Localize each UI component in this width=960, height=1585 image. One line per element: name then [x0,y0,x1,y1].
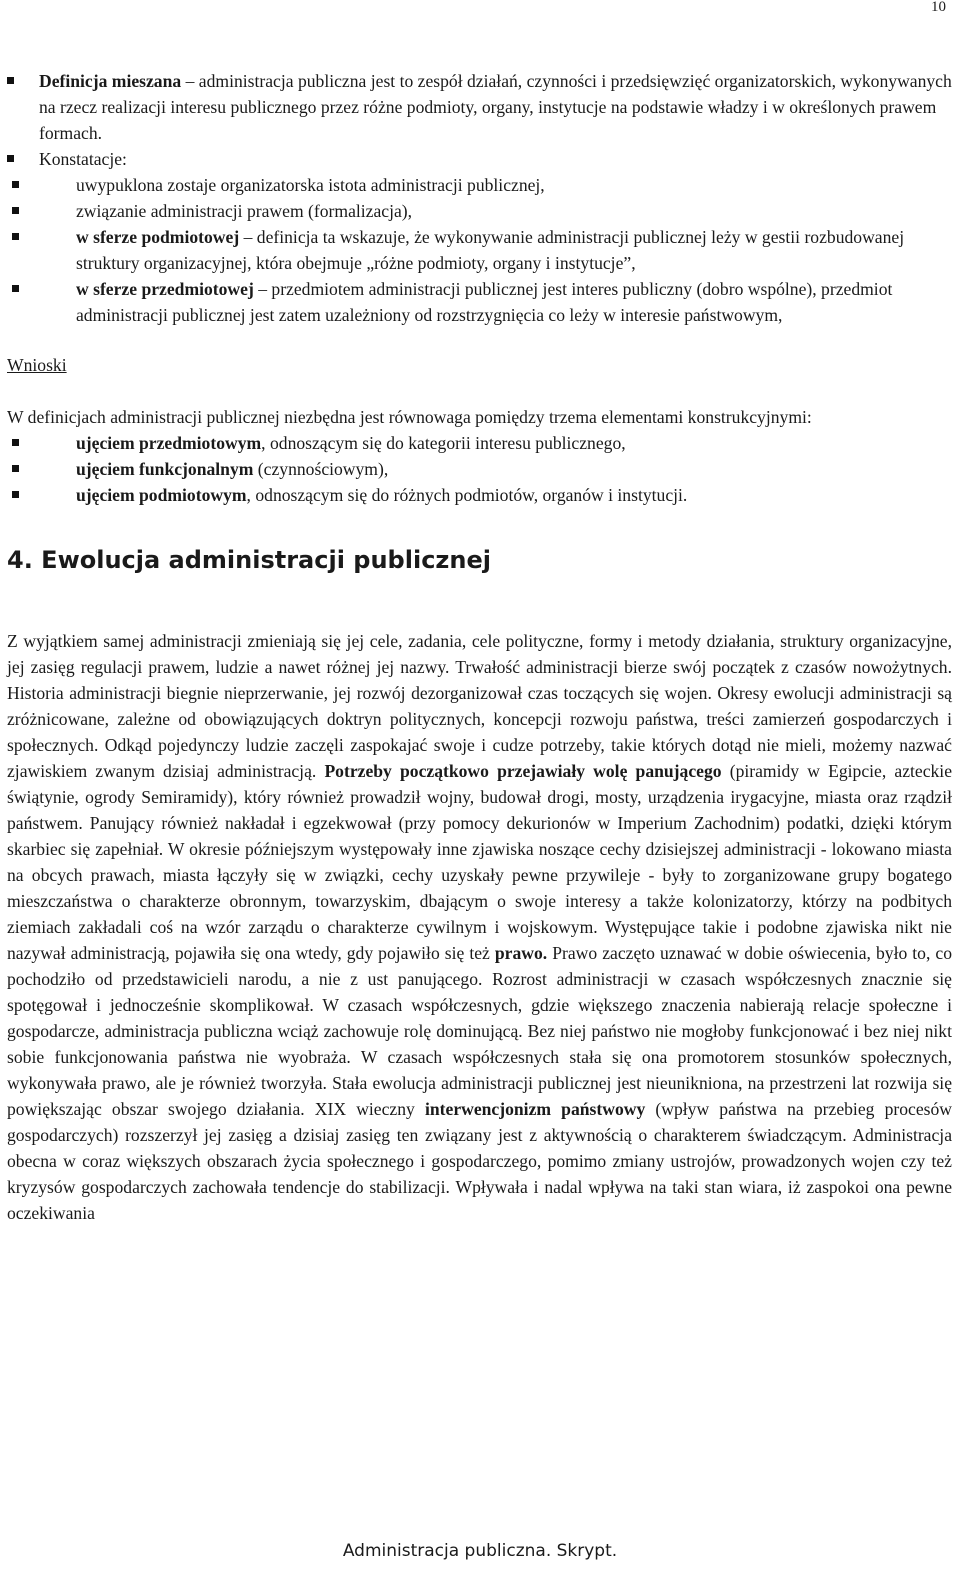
square-bullet-icon [12,207,19,214]
definition-item [7,68,952,146]
definition-list [7,68,952,172]
bullet-term: w sferze przedmiotowej [76,279,254,299]
bullet-text: związanie administracji prawem (formalizacja), [76,201,413,221]
section-heading: 4. Ewolucja administracji publicznej [7,546,491,574]
page-number: 10 [931,0,946,15]
observation-item [7,198,952,224]
square-bullet-icon [12,233,19,240]
paragraph-text: (wpływ państwa na przebieg procesów gospodarczych) rozszerzył jej zasięg a dzisiaj zasięg ten związany jest z aktywnością o charakterem świadczącym. Administracja obecna w coraz większych obszarach życia społecznego i gospodarczego, pomimo zmiany ustrojów, prowadzonych wojen czy też kryzysów gospodarczych zachowała tendencje do stabilizacji. Wpływała i nadal wpływa na taki stan wiara, iż zaspokoi ona pewne oczekiwania [7,1099,952,1223]
observation-item [7,172,952,198]
square-bullet-icon [7,155,14,162]
bullet-text: (czynnościowym), [253,459,389,479]
paragraph-text: Prawo zaczęto uznawać w dobie oświecenia, było to, co pochodziło od przedstawicieli narodu, a nie z ust panującego. Rozrost administracji w czasach współczesnych znacznie się spotęgował i jednocześnie skomplikował. W czasach współczesnych, gdzie większego znaczenia nabierają relacje społeczne i gospodarcze, administracja publiczna wciąż zachowuje rolę dominującą. Bez niej państwo nie mogłoby funkcjonować i bez niej nikt sobie funkcjonowania państwa nie wyobraża. W czasach współczesnych stała się ona promotorem stosunków społecznych, wykonywała prawo, ale je również tworzyła. Stała ewolucja administracji publicznej jest nieunikniona, na przestrzeni lat rozwija się powiększając obszar swojego działania. XIX wieczny [7,943,953,1119]
bullet-text: , odnoszącym się do kategorii interesu publicznego, [261,433,626,453]
conclusions-list [7,430,952,508]
conclusion-item [7,482,952,508]
conclusions-intro: W definicjach administracji publicznej niezbędna jest równowaga pomiędzy trzema elementami konstrukcyjnymi: [7,407,812,427]
bullet-text: – administracja publiczna jest to zespół działań, czynności i przedsięwzięć organizatorskich, wykonywanych na rzecz realizacji interesu publicznego przez różne podmioty, organy, instytucje na podstawie władzy i w określonych prawem formach. [39,71,952,143]
emphasized-text: prawo. [494,943,548,963]
square-bullet-icon [12,465,19,472]
observation-item [7,276,952,328]
bullet-text: – definicja ta wskazuje, że wykonywanie administracji publicznej leży w gestii rozbudowanej struktury organizacyjnej, która obejmuje „różne podmioty, organy i instytucje”, [76,227,905,273]
emphasized-text: interwencjonizm państwowy [424,1099,646,1119]
observations-list [7,172,952,328]
emphasized-text: Potrzeby początkowo przejawiały wolę panującego [324,761,722,781]
square-bullet-icon [12,491,19,498]
definition-item [7,146,952,172]
conclusions-label: Wnioski [7,355,67,375]
conclusion-item [7,456,952,482]
observation-item [7,224,952,276]
square-bullet-icon [12,439,19,446]
square-bullet-icon [12,181,19,188]
square-bullet-icon [7,77,14,84]
page-content [7,68,952,1226]
bullet-text: , odnoszącym się do różnych podmiotów, organów i instytucji. [246,485,688,505]
footer: Administracja publiczna. Skrypt. [342,1541,618,1561]
bullet-text: – przedmiotem administracji publicznej jest interes publiczny (dobro wspólne), przedmiot administracji publicznej jest zatem uzależniony od rozstrzygnięcia co leży w interesie państwowym, [76,279,893,325]
bullet-term: ujęciem funkcjonalnym [76,459,254,479]
bullet-term: ujęciem podmiotowym [76,485,247,505]
bullet-term: w sferze podmiotowej [76,227,240,247]
bullet-text: uwypuklona zostaje organizatorska istota administracji publicznej, [76,175,545,195]
body-paragraph [7,628,952,1226]
bullet-text: Konstatacje: [39,149,127,169]
square-bullet-icon [12,285,19,292]
bullet-term: Definicja mieszana [39,71,182,91]
paragraph-text: (piramidy w Egipcie, azteckie świątynie, ogrody Semiramidy), który również prowadził wojny, budował drogi, mosty, urządzenia irygacyjne, miasta oraz rządził państwem. Panujący również nakładał i egzekwował (przy pomocy dekurionów w Imperium Zachodnim) podatki, dzięki którym skarbiec się zapełniał. W okresie późniejszym występowały inne zjawiska noszące cechy dzisiejszej administracji - lokowano miasta na obcych prawach, miasta łączyły się w związki, cechy uzyskały pewne przywileje - były to zorganizowane grupy bogatego mieszczaństwa o charakterze obronnym, towarzyskim, dbającym o swoje interesy a także kolonizatorzy, którzy na podbitych ziemiach zakładali coś na wzór zarządu o charakterze cywilnym i wojskowym. Występujące takie i podobne zjawiska nikt nie nazywał administracją, pojawiła się ona wtedy, gdy pojawiło się też [7,761,953,963]
conclusion-item [7,430,952,456]
bullet-term: ujęciem przedmiotowym [76,433,262,453]
paragraph-text: Z wyjątkiem samej administracji zmieniają się jej cele, zadania, cele polityczne, formy i metody działania, struktury organizacyjne, jej zasięg regulacji prawem, ludzie a nawet różnej jej nazwy. Trwałość administracji bierze swój początek z czasów nowożytnych. Historia administracji biegnie nieprzerwanie, jej rozwój dezorganizował czas toczących się wojen. Okresy ewolucji administracji są zróżnicowane, zależne od obowiązujących doktryn politycznych, koncepcji rozwoju państwa, treści zamierzeń gospodarczych i społecznych. Odkąd pojedynczy ludzie zaczęli zaspokajać swoje i cudze potrzeby, takie których dotąd nie mieli, możemy nazwać zjawiskiem zwanym dzisiaj administracją. [7,631,952,781]
